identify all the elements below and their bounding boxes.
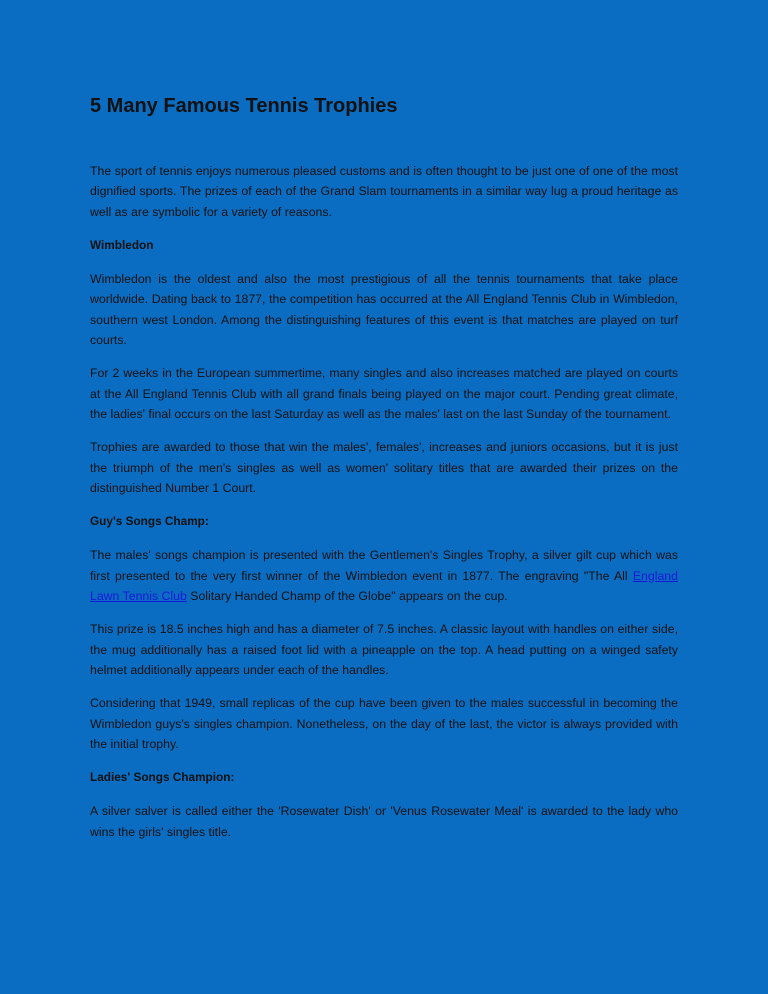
ladies-paragraph-1: A silver salver is called either the 'Rosewater Dish' or 'Venus Rosewater Meal' is awarded to the lady who wins the girls' singles title.: [90, 804, 678, 839]
wimbledon-paragraph-1: Wimbledon is the oldest and also the most prestigious of all the tennis tournaments that take place worldwide. Dating back to 1877, the competition has occurred at the All England Tennis Club in Wimbledon, southern west London. Among the distinguishing features of this event is that matches are played on turf courts.: [90, 272, 678, 348]
mens-paragraph-3: Considering that 1949, small replicas of the cup have been given to the males successful in becoming the Wimbledon guys's singles champion. Nonetheless, on the day of the last, the victor is always provided with the initial trophy.: [90, 696, 678, 751]
mens-singles-heading: Guy's Songs Champ:: [90, 514, 209, 529]
document-body: [90, 92, 678, 855]
document-title: 5 Many Famous Tennis Trophies: [90, 95, 398, 117]
mens-paragraph-1-text-before: The males' songs champion is presented with the Gentlemen's Singles Trophy, a silver gilt cup which was first presented to the very first winner of the Wimbledon event in 1877. The engraving "The All: [90, 548, 678, 583]
wimbledon-paragraph-3: Trophies are awarded to those that win the males', females', increases and juniors occasions, but it is just the triumph of the men's singles as well as women' solitary titles that are awarded their prizes on the distinguished Number 1 Court.: [90, 440, 678, 495]
ladies-singles-heading: Ladies' Songs Champion:: [90, 770, 235, 785]
wimbledon-heading: Wimbledon: [90, 237, 154, 252]
england-lawn-tennis-club-link[interactable]: England Lawn Tennis Club: [90, 568, 678, 604]
mens-paragraph-1: [90, 545, 678, 606]
mens-paragraph-1-text-after: Solitary Handed Champ of the Globe" appears on the cup.: [186, 589, 508, 604]
intro-paragraph: The sport of tennis enjoys numerous pleased customs and is often thought to be just one of one of the most dignified sports. The prizes of each of the Grand Slam tournaments in a similar way lug a proud heritage as well as are symbolic for a variety of reasons.: [90, 164, 678, 219]
mens-paragraph-2: This prize is 18.5 inches high and has a diameter of 7.5 inches. A classic layout with handles on either side, the mug additionally has a raised foot lid with a pineapple on the top. A head putting on a winged safety helmet additionally appears under each of the handles.: [90, 622, 678, 677]
wimbledon-paragraph-2: For 2 weeks in the European summertime, many singles and also increases matched are played on courts at the All England Tennis Club with all grand finals being played on the major court. Pending great climate, the ladies' final occurs on the last Saturday as well as the males' last on the last Sunday of the tournament.: [90, 366, 678, 421]
